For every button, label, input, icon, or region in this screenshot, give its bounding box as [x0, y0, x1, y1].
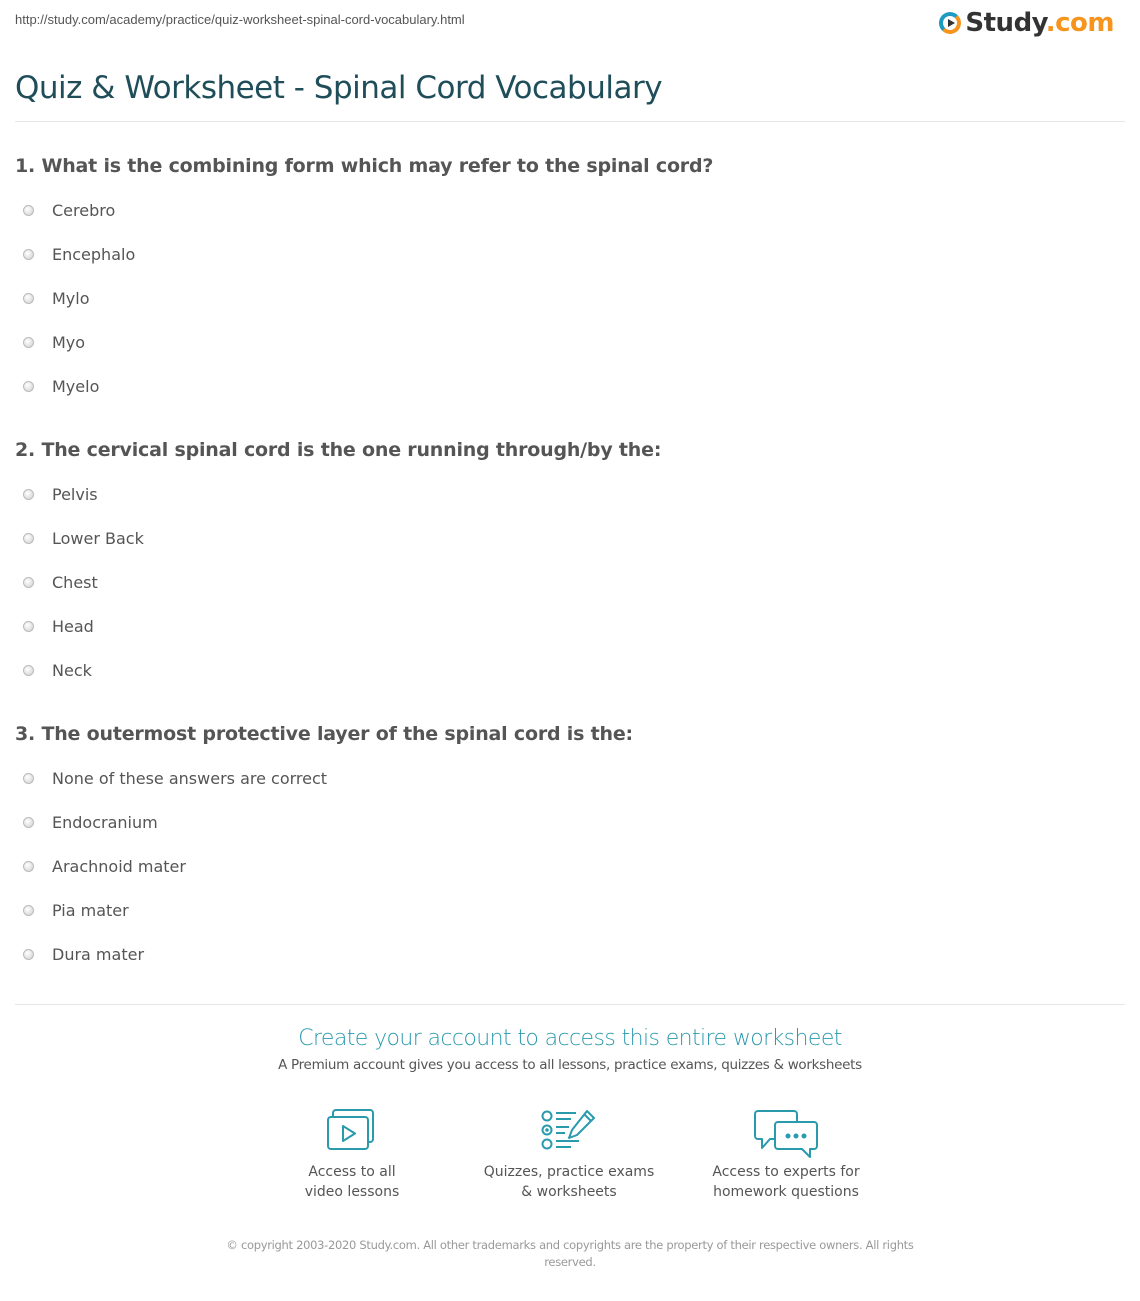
- option-label: Cerebro: [52, 200, 116, 220]
- answer-option[interactable]: [15, 364, 713, 408]
- radio-button-icon[interactable]: [23, 861, 34, 872]
- option-label: Pia mater: [52, 900, 129, 920]
- feature-label-line: video lessons: [304, 1184, 400, 1200]
- answer-option[interactable]: [15, 756, 633, 800]
- page-title: Quiz & Worksheet - Spinal Cord Vocabulary: [15, 70, 663, 106]
- quiz-checklist-icon: [541, 1108, 597, 1152]
- option-label: None of these answers are correct: [52, 768, 328, 788]
- logo-name: Study: [965, 8, 1046, 38]
- feature-label-line: Access to experts for: [712, 1164, 860, 1180]
- expert-chat-icon: [754, 1108, 818, 1158]
- option-label: Pelvis: [52, 484, 98, 504]
- radio-button-icon[interactable]: [23, 773, 34, 784]
- answer-option[interactable]: [15, 648, 661, 692]
- radio-button-icon[interactable]: [23, 817, 34, 828]
- cta-divider: [15, 1004, 1125, 1005]
- copyright-line: reserved.: [544, 1255, 596, 1269]
- option-label: Myelo: [52, 376, 100, 396]
- feature-quizzes: [469, 1108, 669, 1202]
- radio-button-icon[interactable]: [23, 533, 34, 544]
- question-1: [15, 155, 713, 408]
- answer-option[interactable]: [15, 932, 633, 976]
- answer-options: [15, 756, 633, 976]
- question-2: [15, 439, 661, 692]
- radio-button-icon[interactable]: [23, 665, 34, 676]
- answer-options: [15, 472, 661, 692]
- option-label: Arachnoid mater: [52, 856, 186, 876]
- option-label: Lower Back: [52, 528, 144, 548]
- radio-button-icon[interactable]: [23, 577, 34, 588]
- feature-label-line: Access to all: [308, 1164, 396, 1180]
- option-label: Dura mater: [52, 944, 145, 964]
- option-label: Myo: [52, 332, 86, 352]
- radio-button-icon[interactable]: [23, 949, 34, 960]
- study-logo[interactable]: [939, 8, 1114, 38]
- answer-option[interactable]: [15, 560, 661, 604]
- answer-options: [15, 188, 713, 408]
- radio-button-icon[interactable]: [23, 489, 34, 500]
- radio-button-icon[interactable]: [23, 621, 34, 632]
- answer-option[interactable]: [15, 800, 633, 844]
- option-label: Chest: [52, 572, 98, 592]
- logo-tld: .com: [1045, 8, 1114, 38]
- feature-label-line: & worksheets: [521, 1184, 617, 1200]
- answer-option[interactable]: [15, 188, 713, 232]
- question-title: 2. The cervical spinal cord is the one running through/by the:: [15, 439, 662, 461]
- radio-button-icon[interactable]: [23, 905, 34, 916]
- question-3: [15, 723, 633, 976]
- title-divider: [15, 121, 1125, 122]
- feature-video-lessons: [252, 1108, 452, 1202]
- page-url: http://study.com/academy/practice/quiz-worksheet-spinal-cord-vocabulary.html: [15, 12, 465, 27]
- feature-label-line: homework questions: [713, 1184, 859, 1200]
- answer-option[interactable]: [15, 604, 661, 648]
- answer-option[interactable]: [15, 320, 713, 364]
- copyright-line: © copyright 2003-2020 Study.com. All other trademarks and copyrights are the property of their respective owners. All rights: [226, 1238, 914, 1252]
- radio-button-icon[interactable]: [23, 293, 34, 304]
- radio-button-icon[interactable]: [23, 249, 34, 260]
- cta-link[interactable]: Create your account to access this entire worksheet: [298, 1026, 842, 1051]
- cta-subtitle: A Premium account gives you access to all lessons, practice exams, quizzes & worksheets: [278, 1057, 862, 1073]
- answer-option[interactable]: [15, 516, 661, 560]
- copyright-notice: [200, 1237, 940, 1271]
- question-title: 3. The outermost protective layer of the spinal cord is the:: [15, 723, 633, 745]
- feature-experts: [686, 1108, 886, 1202]
- radio-button-icon[interactable]: [23, 205, 34, 216]
- question-title: 1. What is the combining form which may refer to the spinal cord?: [15, 155, 714, 177]
- answer-option[interactable]: [15, 276, 713, 320]
- option-label: Endocranium: [52, 812, 158, 832]
- answer-option[interactable]: [15, 844, 633, 888]
- radio-button-icon[interactable]: [23, 381, 34, 392]
- signup-cta: [0, 1026, 1140, 1073]
- radio-button-icon[interactable]: [23, 337, 34, 348]
- option-label: Mylo: [52, 288, 90, 308]
- option-label: Head: [52, 616, 94, 636]
- option-label: Neck: [52, 660, 92, 680]
- video-lessons-icon: [326, 1108, 378, 1152]
- answer-option[interactable]: [15, 232, 713, 276]
- answer-option[interactable]: [15, 888, 633, 932]
- answer-option[interactable]: [15, 472, 661, 516]
- play-logo-icon: [939, 12, 961, 34]
- feature-label-line: Quizzes, practice exams: [483, 1164, 655, 1180]
- option-label: Encephalo: [52, 244, 136, 264]
